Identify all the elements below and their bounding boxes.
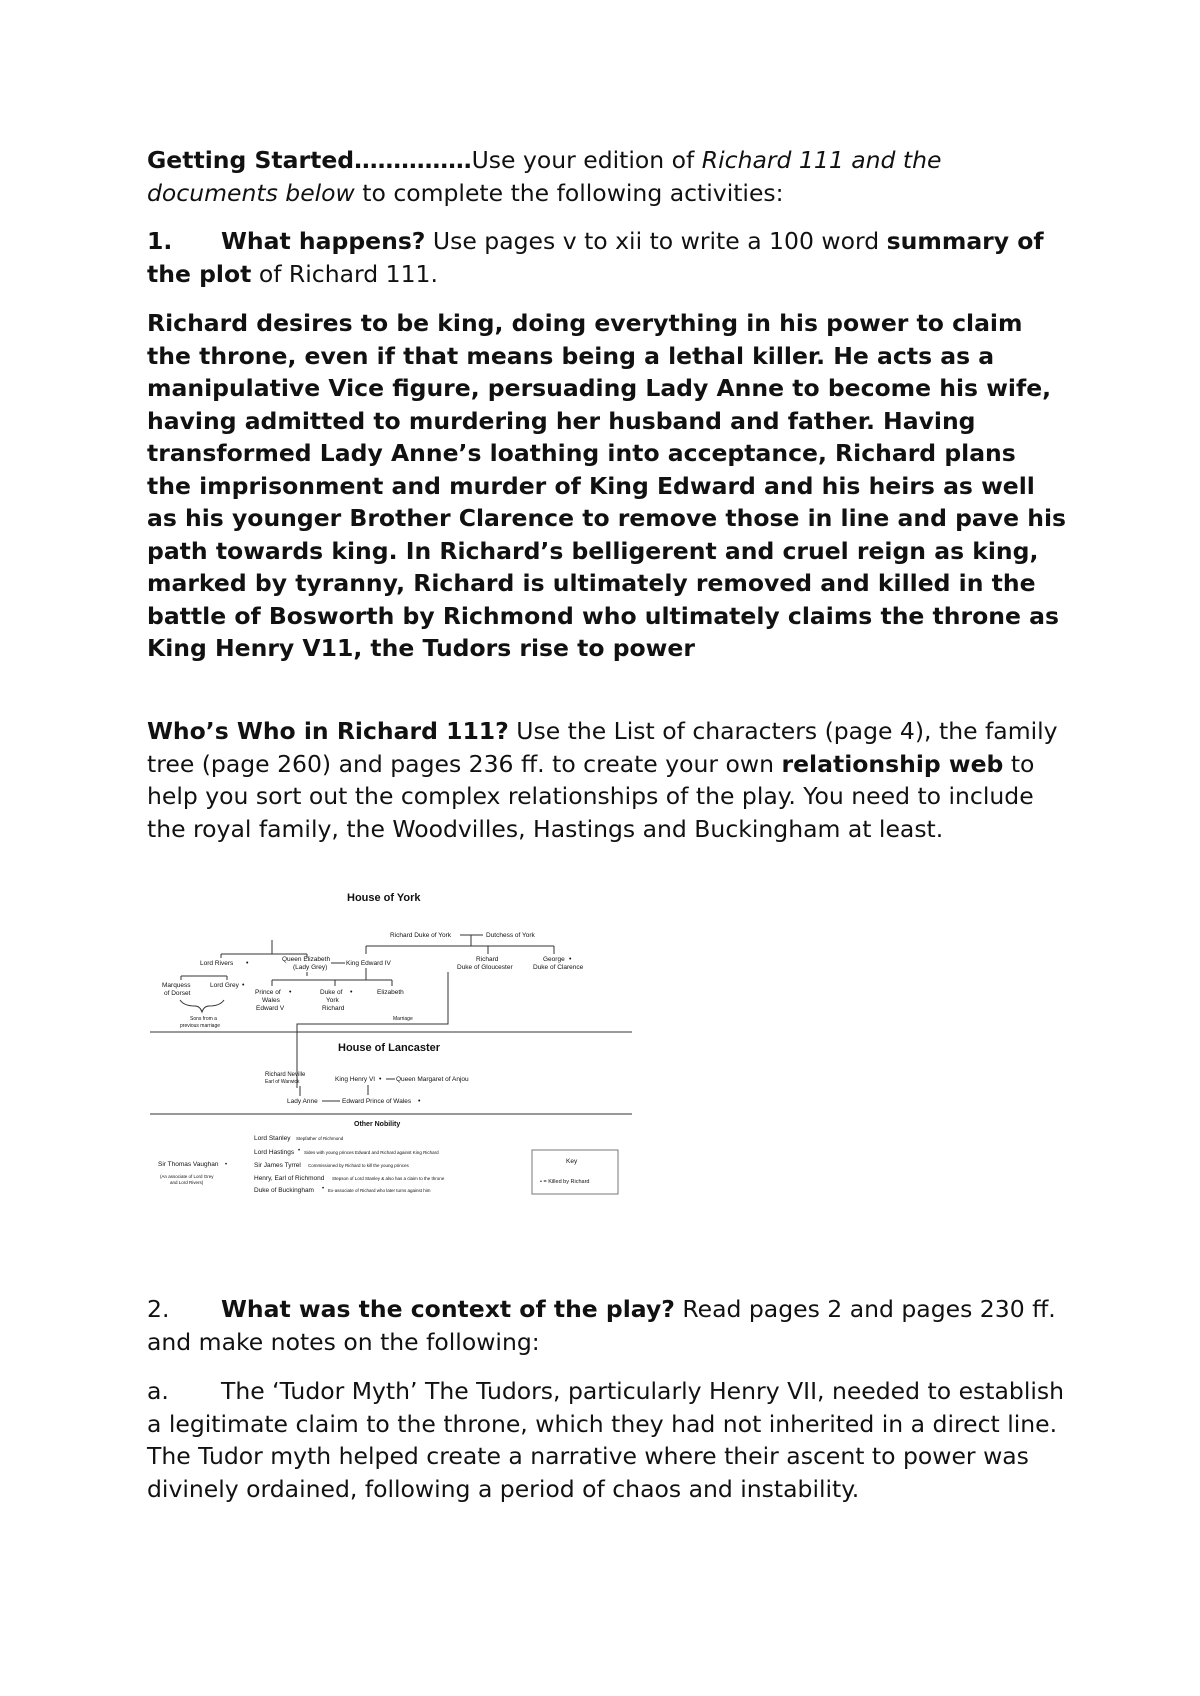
intro-paragraph: [147, 144, 1067, 209]
richard-gloucester-l1: Richard: [476, 956, 499, 963]
lord-rivers: Lord Rivers: [200, 960, 234, 967]
question-1: [147, 225, 1067, 290]
question-2-label: What was the context of the play?: [221, 1295, 675, 1323]
hastings-kill-mark: •: [298, 1148, 301, 1154]
prince-of-wales-l2: Wales: [262, 997, 280, 1004]
elizabeth-daughter: Elizabeth: [377, 989, 404, 996]
whos-who-label: Who’s Who in Richard 111?: [147, 717, 509, 745]
queen-margaret: Queen Margaret of Anjou: [396, 1076, 469, 1083]
tudor-myth-text: The ‘Tudor Myth’ The Tudors, particularly Henry VII, needed to establish a legitimate claim to the throne, which they had not inherited in a direct line. The Tudor myth helped create a narrative where their ascent to power was divinely ordained, following a period of chaos and instability.: [147, 1377, 1065, 1503]
prince-kill-mark: •: [289, 989, 292, 996]
question-2a-letter: a.: [147, 1377, 169, 1405]
richmond-note: Stepson of Lord Stanley & also has a claim to the throne: [332, 1176, 445, 1181]
lord-hastings-note: Sides with young princes Edward and Richard against King Richard: [304, 1150, 439, 1155]
lord-grey: Lord Grey: [210, 982, 239, 989]
dutchess-of-york: Dutchess of York: [486, 932, 535, 939]
question-1-text: Use pages v to xii to write a 100 word: [425, 227, 887, 255]
family-tree-diagram: [150, 888, 632, 1218]
lady-anne: Lady Anne: [287, 1098, 318, 1105]
prince-of-wales-l3: Edward V: [256, 1005, 285, 1012]
george-l1: George: [543, 956, 565, 963]
duke-of-york-l3: Richard: [322, 1005, 345, 1012]
marquess-l1: Marquess: [162, 982, 191, 989]
duke-of-buckingham: Duke of Buckingham: [254, 1187, 314, 1194]
intro-italic-text: Richard 111 and the documents below: [147, 146, 942, 207]
sir-james-tyrrel: Sir James Tyrrel: [254, 1162, 301, 1169]
vaughan-note-l1: (An associate of Lord Grey: [160, 1174, 214, 1179]
prince-of-wales-l1: Prince of: [255, 989, 281, 996]
duke-of-york-l2: York: [326, 997, 339, 1004]
tyrrel-note: Commissioned by Richard to kill the young princes: [308, 1163, 409, 1168]
lord-hastings: Lord Hastings: [254, 1149, 295, 1156]
other-nobility-title: Other Nobility: [354, 1121, 401, 1128]
king-edward-iv: King Edward IV: [346, 960, 391, 967]
marquess-l2: of Dorset: [164, 990, 191, 997]
buckingham-kill-mark: •: [322, 1186, 325, 1192]
queen-elizabeth: Queen Elizabeth: [282, 956, 331, 963]
george-kill-mark: •: [569, 956, 572, 963]
henry-earl-of-richmond: Henry, Earl of Richmond: [254, 1175, 325, 1182]
sir-thomas-vaughan: Sir Thomas Vaughan: [158, 1161, 219, 1168]
sons-note-l2: previous marriage: [180, 1023, 221, 1029]
key-box: [532, 1150, 618, 1194]
lord-stanley: Lord Stanley: [254, 1135, 291, 1142]
edward-prince-of-wales: Edward Prince of Wales: [342, 1098, 412, 1105]
plot-summary-text: Richard desires to be king, doing everything in his power to claim the throne, even if that means being a lethal killer. He acts as a manipulative Vice figure, persuading Lady Anne to become his wife, having admitted to murdering her husband and father. Having transformed Lady Anne’s loathing into acceptance, Richard plans the imprisonment and murder of King Edward and his heirs as well as his younger Brother Clarence to remove those in line and pave his path towards king. In Richard’s belligerent and cruel reign as king, marked by tyranny, Richard is ultimately removed and killed in the battle of Bosworth by Richmond who ultimately claims the throne as King Henry V11, the Tudors rise to power: [147, 309, 1067, 662]
whos-who-paragraph: [147, 715, 1067, 845]
king-henry-vi: King Henry VI: [335, 1076, 376, 1083]
question-2: [147, 1293, 1067, 1358]
getting-started-heading: Getting Started……………: [147, 146, 472, 174]
question-2-number: 2.: [147, 1295, 170, 1323]
henry-vi-kill-mark: •: [379, 1076, 382, 1083]
vaughan-note-l2: and Lord Rivers): [170, 1180, 204, 1185]
plot-summary-answer: [147, 307, 1067, 665]
lady-grey: (Lady Grey): [293, 964, 328, 971]
question-2-text: Read pages 2 and pages 230 ff. and make notes on the following:: [147, 1295, 1056, 1356]
neville-l2: Earl of Warwick: [265, 1079, 300, 1085]
whos-who-text: Use the List of characters (page 4), the family tree (page 260) and pages 236 ff. to create your own: [147, 717, 1058, 778]
question-1-text-end: of Richard 111.: [251, 259, 438, 288]
intro-text-end: to complete the following activities:: [354, 178, 784, 207]
whos-who-text-end: to help you sort out the complex relationships of the play. You need to include the royal family, the Woodvilles, Hastings and Buckingham at least.: [147, 749, 1035, 843]
key-text: • = Killed by Richard: [540, 1179, 590, 1185]
duke-york-kill-mark: •: [350, 989, 353, 996]
summary-of-plot-label: summary of the plot: [147, 227, 1044, 288]
intro-text: Use your edition of: [471, 146, 702, 174]
relationship-web-label: relationship web: [781, 749, 1004, 778]
question-1-label: What happens?: [221, 227, 426, 255]
george-l2: Duke of Clarence: [533, 964, 584, 971]
lord-stanley-note: Stepfather of Richmond: [296, 1136, 344, 1141]
duke-of-york-l1: Duke of: [320, 989, 343, 996]
question-2a: [147, 1375, 1067, 1505]
sons-note-l1: Sons from a: [190, 1016, 217, 1022]
question-1-number: 1.: [147, 227, 173, 255]
lord-rivers-kill-mark: •: [246, 960, 249, 967]
lord-grey-kill-mark: •: [242, 982, 245, 989]
richard-gloucester-l2: Duke of Gloucester: [457, 964, 513, 971]
vaughan-kill-mark: •: [225, 1162, 228, 1168]
marriage-label: Marriage: [393, 1016, 413, 1022]
edward-prince-kill-mark: •: [418, 1098, 421, 1105]
neville-l1: Richard Neville: [265, 1072, 306, 1078]
buckingham-note: Ex-associate of Richard who later turns against him: [328, 1188, 431, 1193]
house-of-lancaster-title: House of Lancaster: [338, 1042, 441, 1054]
house-of-york-title: House of York: [347, 892, 421, 904]
key-title: Key: [566, 1158, 578, 1165]
richard-duke-of-york: Richard Duke of York: [390, 932, 452, 939]
